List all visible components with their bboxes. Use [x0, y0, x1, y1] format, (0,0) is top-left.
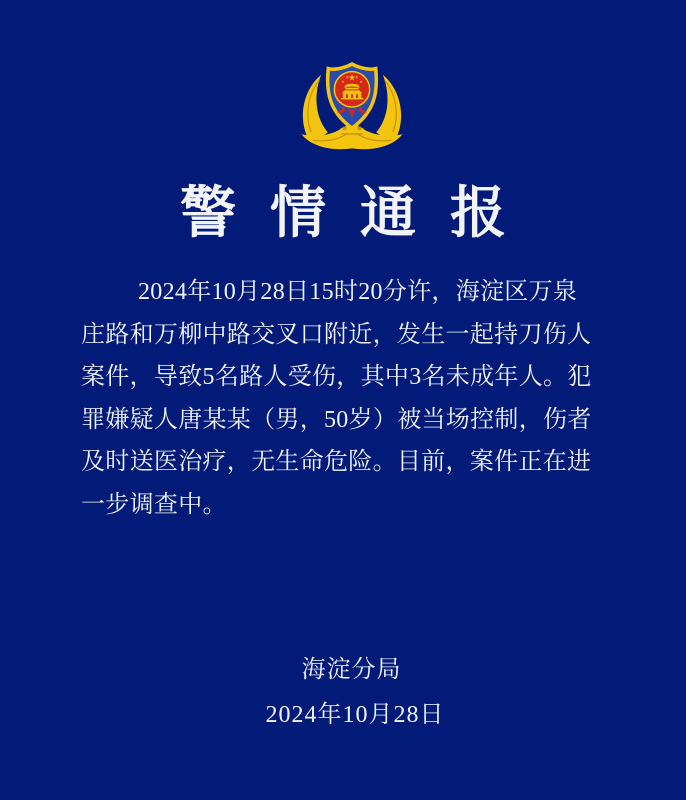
signature-bureau: 海淀分局 — [301, 657, 402, 683]
police-badge-icon — [299, 60, 405, 158]
police-badge-emblem — [299, 60, 405, 158]
notice-date: 2024年10月28日 — [265, 702, 445, 728]
gate-doors — [346, 94, 358, 98]
notice-body: 2024年10月28日15时20分许，海淀区万泉庄路和万柳中路交叉口附近，发生一起持刀伤人案件，导致5名路人受伤，其中3名未成年人。犯罪嫌疑人唐某某（男，50岁）被当场控制，伤者及时送医治疗，无生命危险。目前，案件正在进一步调查中。 — [81, 279, 592, 518]
notice-title: 警情通报 — [180, 183, 540, 245]
